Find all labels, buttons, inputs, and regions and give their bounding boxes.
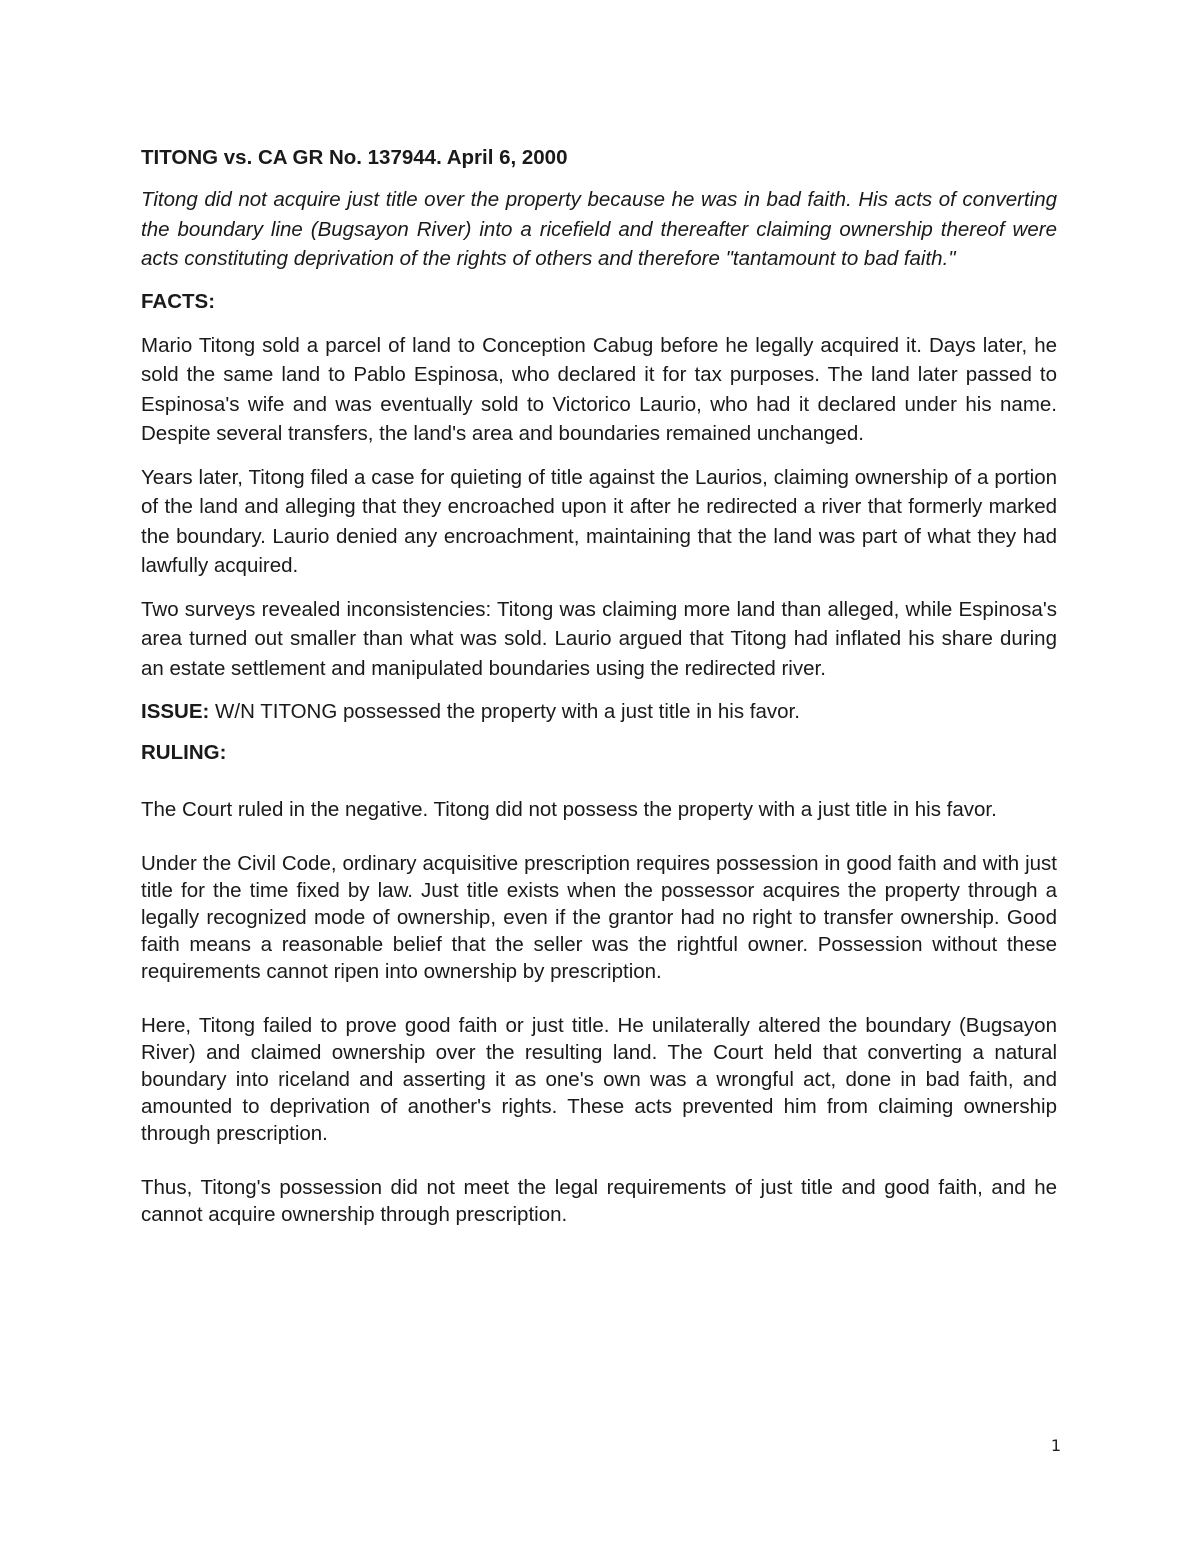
case-title: TITONG vs. CA GR No. 137944. April 6, 2000 — [141, 146, 568, 169]
ruling-paragraph-3: Here, Titong failed to prove good faith or just title. He unilaterally altered the boundary (Bugsayon River) and claimed ownership over the resulting land. The Court held that converting a natural boundary into riceland and asserting it as one's own was a wrongful act, done in bad faith, and amounted to deprivation of another's rights. These acts prevented him from claiming ownership through prescription. — [141, 1014, 1057, 1145]
case-doctrine: Titong did not acquire just title over the property because he was in bad faith. His acts of converting the boundary line (Bugsayon River) into a ricefield and thereafter claiming ownership thereof were acts constituting deprivation of the rights of others and therefore "tantamount to bad faith." — [141, 188, 1057, 270]
ruling-paragraph-4: Thus, Titong's possession did not meet the legal requirements of just title and good faith, and he cannot acquire ownership through prescription. — [141, 1176, 1057, 1226]
issue-statement — [141, 697, 1057, 726]
document-body — [141, 145, 1057, 1255]
ruling-heading: RULING: — [141, 741, 227, 764]
facts-paragraph-2: Years later, Titong filed a case for quieting of title against the Laurios, claiming ownership of a portion of the land and alleging that they encroached upon it after he redirected a river that formerly marked the boundary. Laurio denied any encroachment, maintaining that the land was part of what they had lawfully acquired. — [141, 465, 1057, 577]
ruling-paragraph-2: Under the Civil Code, ordinary acquisitive prescription requires possession in good faith and with just title for the time fixed by law. Just title exists when the possessor acquires the property through a legally recognized mode of ownership, even if the grantor had no right to transfer ownership. Good faith means a reasonable belief that the seller was the rightful owner. Possession without these requirements cannot ripen into ownership by prescription. — [141, 852, 1057, 983]
issue-text: W/N TITONG possessed the property with a just title in his favor. — [209, 700, 800, 723]
page-number: 1 — [1050, 1436, 1062, 1455]
issue-label: ISSUE: — [141, 700, 210, 723]
facts-paragraph-3: Two surveys revealed inconsistencies: Titong was claiming more land than alleged, while Espinosa's area turned out smaller than what was sold. Laurio argued that Titong had inflated his share during an estate settlement and manipulated boundaries using the redirected river. — [141, 597, 1057, 680]
facts-paragraph-1: Mario Titong sold a parcel of land to Conception Cabug before he legally acquired it. Days later, he sold the same land to Pablo Espinosa, who declared it for tax purposes. The land later passed to Espinosa's wife and was eventually sold to Victorico Laurio, who had it declared under his name. Despite several transfers, the land's area and boundaries remained unchanged. — [141, 333, 1057, 445]
facts-heading: FACTS: — [141, 289, 216, 313]
ruling-paragraph-1: The Court ruled in the negative. Titong did not possess the property with a just title in his favor. — [141, 798, 997, 821]
